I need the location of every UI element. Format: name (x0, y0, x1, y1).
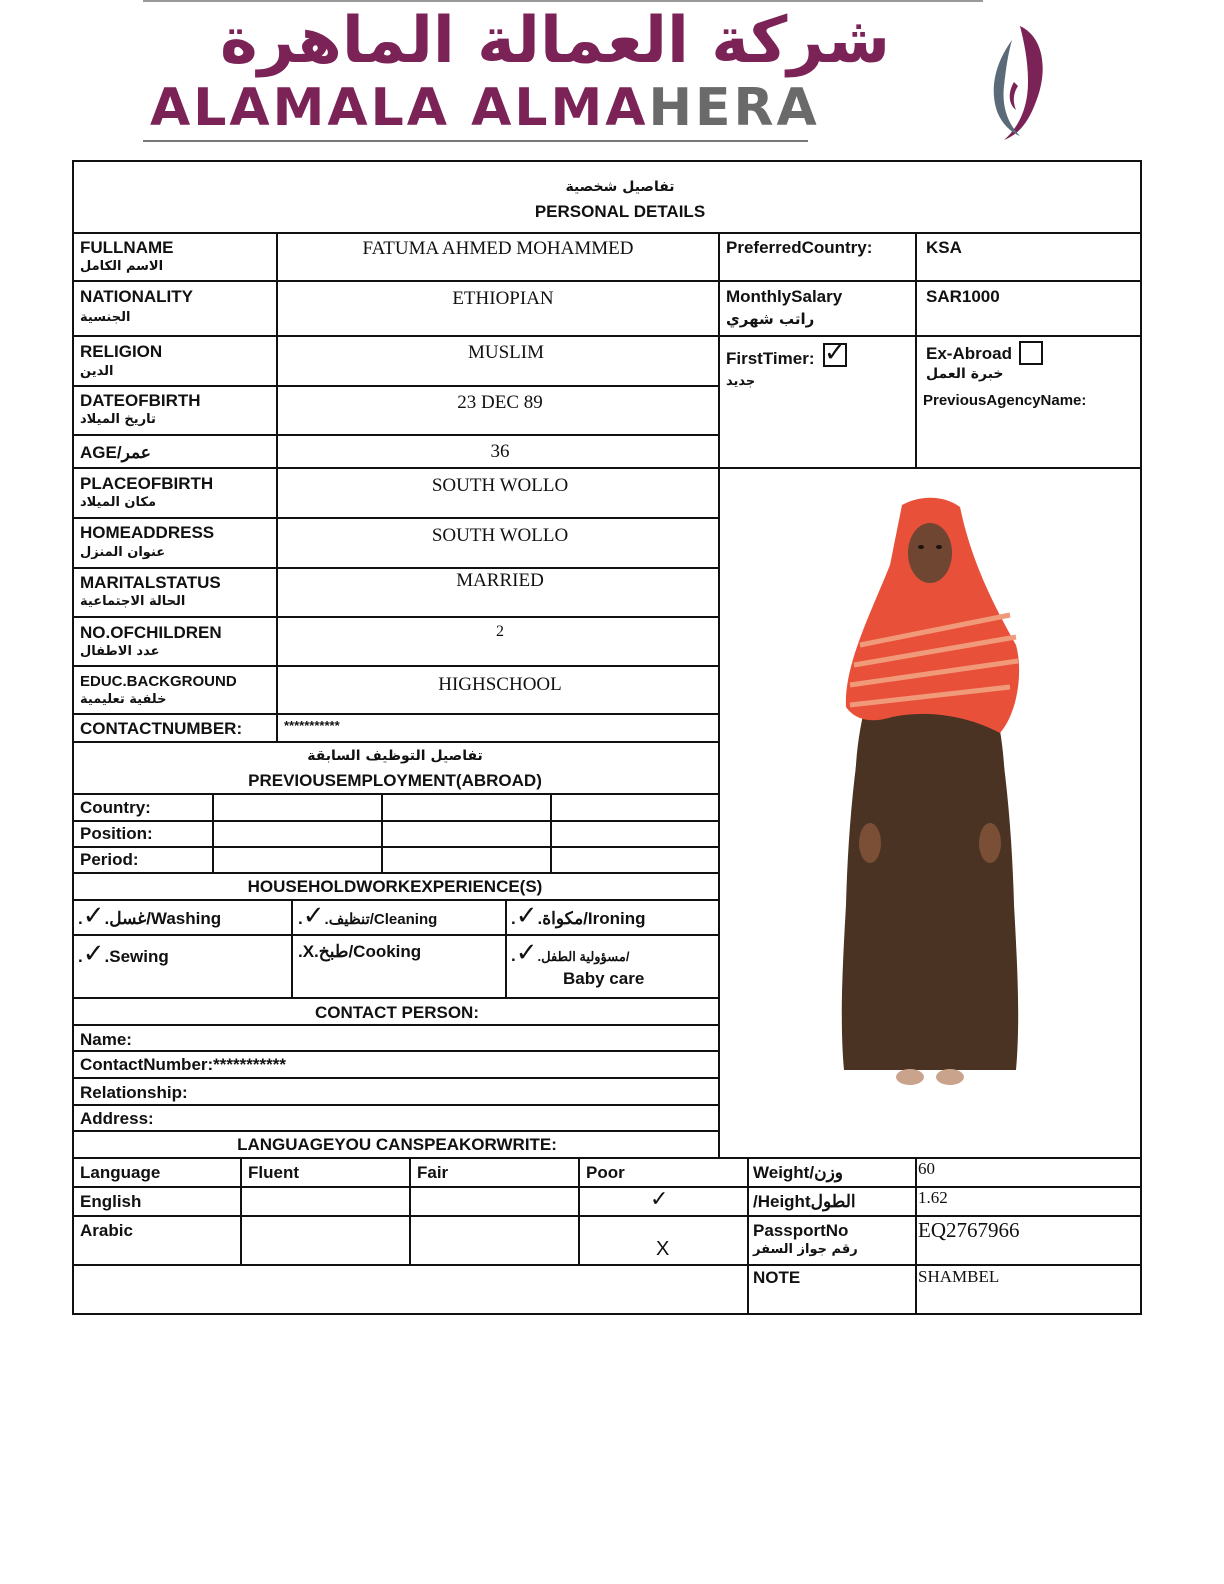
divider (72, 1024, 718, 1026)
marital-status-label: MARITALSTATUS (80, 573, 221, 592)
divider (72, 793, 718, 795)
skill-babycare (511, 940, 629, 966)
skill-washing-prefix: . (78, 909, 83, 928)
check-icon: ✓ (515, 938, 538, 968)
pob-label-ar: مكان الميلاد (80, 495, 157, 510)
pob-label: PLACEOFBIRTH (80, 474, 214, 493)
lang-header-fair: Fair (417, 1163, 449, 1182)
divider (72, 1050, 718, 1052)
logo-bottom-rule (143, 140, 808, 142)
first-timer-label: FirstTimer: (726, 349, 815, 368)
skill-babycare-prefix: . (511, 946, 516, 965)
divider (72, 934, 718, 936)
address-label: Address: (80, 1109, 154, 1128)
lang-english: English (80, 1192, 142, 1211)
monthly-salary-label: MonthlySalary (726, 287, 843, 306)
divider (915, 232, 917, 468)
divider (72, 232, 1142, 234)
fullname-value: FATUMA AHMED MOHAMMED (362, 238, 634, 259)
relationship-label: Relationship: (80, 1083, 188, 1102)
skill-washing-label: .غسل/Washing (104, 909, 222, 928)
previous-employment-title-ar: تفاصيل التوظيف السابقة (307, 748, 483, 764)
children-label: NO.OFCHILDREN (80, 623, 222, 642)
lang-header-fluent: Fluent (248, 1163, 299, 1182)
check-icon: ✓ (302, 901, 325, 931)
age-label: AGE/عمر (80, 443, 151, 462)
first-timer-label-ar: جديد (726, 374, 756, 389)
divider (72, 434, 718, 436)
divider (291, 899, 293, 997)
divider (72, 1186, 1142, 1188)
country-label: Country: (80, 798, 151, 817)
home-address-label-ar: عنوان المنزل (80, 545, 166, 560)
religion-label: RELIGION (80, 342, 163, 361)
contact-number-value: *********** (284, 718, 340, 733)
monthly-salary-value: SAR1000 (926, 287, 1000, 306)
logo-english-main: ALAMALA ALMA (150, 78, 649, 138)
educ-label-ar: خلفية تعليمية (80, 692, 167, 707)
divider (578, 1157, 580, 1264)
home-address-label: HOMEADDRESS (80, 523, 215, 542)
dob-label: DATEOFBIRTH (80, 391, 201, 410)
divider (409, 1157, 411, 1264)
ex-abroad-checkbox[interactable] (1019, 341, 1043, 365)
lang-header-poor: Poor (586, 1163, 625, 1182)
divider (72, 1104, 718, 1106)
educ-value: HIGHSCHOOL (438, 674, 562, 695)
logo-emblem-icon (984, 22, 1050, 144)
skill-cooking-label: .X.طبخ/Cooking (298, 942, 422, 961)
divider (505, 899, 507, 997)
divider (72, 997, 718, 999)
first-timer-check-icon: ✓ (824, 338, 846, 368)
skill-babycare-label: .مسؤولية الطفل/ (537, 949, 630, 964)
skill-sewing-label: .Sewing (104, 947, 169, 966)
educ-label: EDUC.BACKGROUND (80, 673, 237, 690)
check-icon: ✓ (82, 939, 105, 969)
company-logo-arabic: شركة العمالة الماهرة (219, 4, 891, 78)
skill-cleaning (298, 903, 437, 929)
period-label: Period: (80, 850, 139, 869)
contact-name-label: Name: (80, 1030, 132, 1049)
home-address-value: SOUTH WOLLO (431, 525, 569, 546)
nationality-label: NATIONALITY (80, 287, 194, 306)
height-value: 1.62 (918, 1188, 948, 1207)
ex-abroad-label-ar: خبرة العمل (926, 366, 1004, 382)
passport-label: PassportNo (753, 1221, 849, 1240)
divider (72, 1215, 1142, 1217)
marital-status-label-ar: الحالة الاجتماعية (80, 594, 186, 609)
note-value: SHAMBEL (918, 1267, 1000, 1286)
height-label: /Heightالطول (753, 1192, 856, 1211)
arabic-poor-mark: X (656, 1238, 670, 1260)
divider (915, 1157, 917, 1314)
divider (72, 280, 1142, 282)
preferred-country-label: PreferredCountry: (726, 238, 873, 257)
marital-status-value: MARRIED (456, 570, 544, 591)
divider (72, 741, 718, 743)
contact-number-label: CONTACTNUMBER: (80, 719, 243, 738)
lang-arabic: Arabic (80, 1221, 133, 1240)
divider (72, 385, 718, 387)
weight-label: Weight/وزن (753, 1163, 843, 1182)
divider (72, 820, 718, 822)
religion-value: MUSLIM (467, 342, 544, 363)
check-icon: ✓ (82, 901, 105, 931)
divider (72, 872, 718, 874)
company-logo-english (150, 80, 970, 136)
position-label: Position: (80, 824, 153, 843)
skill-washing (78, 903, 221, 929)
skill-babycare-label2: Baby care (563, 969, 645, 988)
divider (381, 793, 383, 872)
nationality-value: ETHIOPIAN (452, 288, 554, 309)
applicant-photo (820, 495, 1040, 1095)
pob-value: SOUTH WOLLO (431, 475, 569, 496)
divider (72, 1077, 718, 1079)
divider (72, 467, 1142, 469)
skill-cooking (298, 942, 421, 962)
fullname-label-ar: الاسم الكامل (80, 259, 164, 274)
divider (72, 846, 718, 848)
weight-value: 60 (918, 1159, 935, 1178)
skill-ironing-label: .مكواة/Ironing (537, 909, 646, 928)
dob-label-ar: تاريخ الميلاد (80, 412, 156, 427)
passport-label-ar: رقم جواز السفر (753, 1242, 858, 1257)
age-value: 36 (490, 441, 510, 462)
note-label: NOTE (753, 1268, 801, 1287)
children-label-ar: عدد الاطفال (80, 644, 160, 659)
lang-header-language: Language (80, 1163, 161, 1182)
check-icon: ✓ (515, 901, 538, 931)
english-poor-check-icon: ✓ (650, 1187, 669, 1212)
contact-person-title: CONTACT PERSON: (314, 1003, 479, 1022)
divider (72, 713, 718, 715)
household-title: HOUSEHOLDWORKEXPERIENCE(S) (247, 877, 543, 896)
previous-employment-title: PREVIOUSEMPLOYMENT(ABROAD) (248, 771, 542, 790)
fullname-label: FULLNAME (80, 238, 174, 257)
divider (72, 335, 1142, 337)
divider (747, 1157, 749, 1314)
divider (550, 793, 552, 872)
religion-label-ar: الدين (80, 364, 114, 379)
skill-ironing-prefix: . (511, 909, 516, 928)
divider (72, 616, 718, 618)
previous-agency-label: PreviousAgencyName: (923, 392, 1087, 409)
divider (72, 665, 718, 667)
ex-abroad-label: Ex-Abroad (926, 344, 1012, 363)
divider (72, 517, 718, 519)
skill-cleaning-prefix: . (298, 909, 303, 928)
dob-value: 23 DEC 89 (457, 392, 543, 413)
divider (212, 793, 214, 872)
monthly-salary-label-ar: راتب شهري (726, 310, 815, 328)
preferred-country-value: KSA (926, 238, 962, 257)
divider (72, 1130, 718, 1132)
nationality-label-ar: الجنسية (80, 310, 131, 325)
skill-ironing (511, 903, 646, 929)
skill-cleaning-label: .تنظيف/Cleaning (324, 911, 438, 928)
children-value: 2 (496, 623, 504, 640)
divider (72, 899, 718, 901)
divider (72, 1157, 1142, 1159)
skill-sewing (78, 941, 169, 967)
contact-number-person-label: ContactNumber:*********** (80, 1055, 286, 1074)
passport-value: EQ2767966 (918, 1218, 1020, 1242)
divider (72, 567, 718, 569)
personal-details-title-ar: تفاصيل شخصية (565, 179, 675, 195)
divider (240, 1157, 242, 1264)
skill-sewing-prefix: . (78, 947, 83, 966)
personal-details-title: PERSONAL DETAILS (534, 202, 706, 221)
divider (72, 1264, 1142, 1266)
logo-english-tail: HERA (648, 78, 820, 138)
languages-title: LANGUAGEYOU CANSPEAKORWRITE: (237, 1135, 557, 1154)
